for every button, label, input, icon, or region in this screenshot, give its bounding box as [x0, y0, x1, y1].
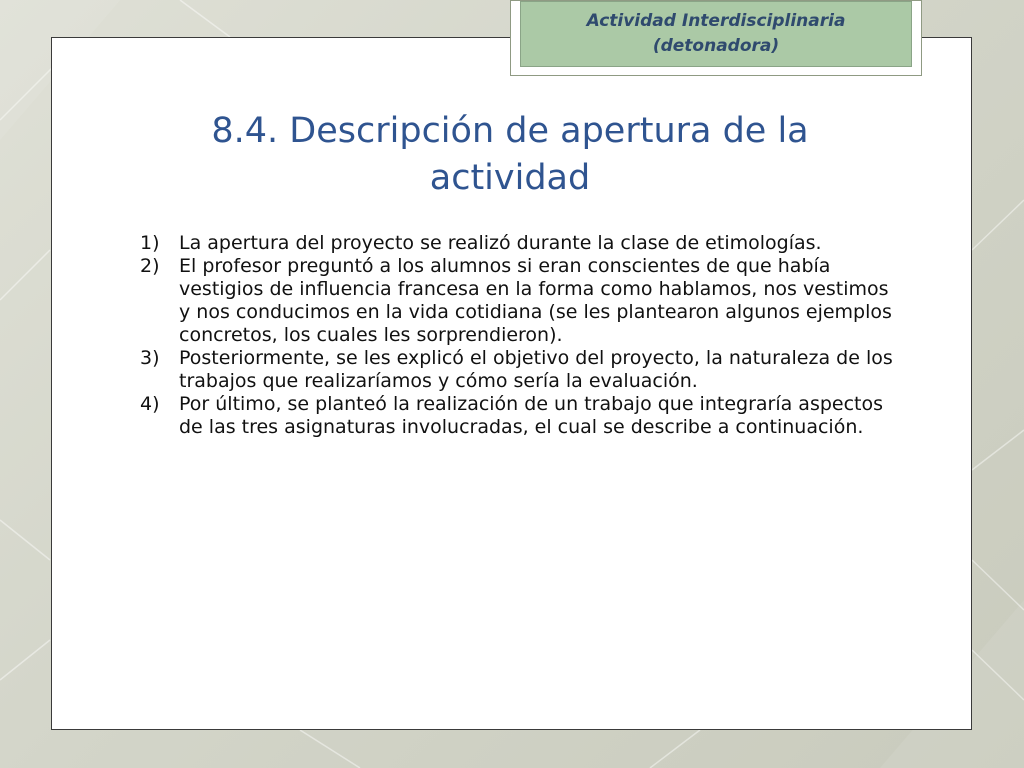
- list-item-text: La apertura del proyecto se realizó durante la clase de etimologías.: [179, 232, 822, 254]
- slide-title: [100, 108, 920, 202]
- numbered-list: [140, 232, 900, 439]
- activity-label-line1: Actividad Interdisciplinaria: [586, 11, 846, 31]
- list-item-number: 3): [140, 347, 160, 369]
- slide-title-line2: actividad: [429, 158, 591, 198]
- list-item-text: Posteriormente, se les explicó el objetivo del proyecto, la naturaleza de los trabajos que realizaríamos y cómo sería la evaluación.: [179, 347, 893, 392]
- list-item: [140, 255, 900, 347]
- activity-label-inner: [520, 1, 912, 67]
- list-item-text: El profesor preguntó a los alumnos si eran conscientes de que había vestigios de influencia francesa en la forma como hablamos, nos vestimos y nos conducimos en la vida cotidiana (se les plantearon algunos ejemplos concretos, los cuales les sorprendieron).: [179, 255, 892, 346]
- list-item: [140, 232, 900, 255]
- list-item-number: 1): [140, 232, 160, 254]
- list-item-number: 4): [140, 393, 160, 415]
- list-item: [140, 347, 900, 393]
- activity-label-line2: (detonadora): [652, 36, 780, 56]
- list-item-number: 2): [140, 255, 160, 277]
- slide-title-line1: 8.4. Descripción de apertura de la: [211, 111, 809, 151]
- list-item-text: Por último, se planteó la realización de un trabajo que integraría aspectos de las tres asignaturas involucradas, el cual se describe a continuación.: [179, 393, 884, 438]
- list-item: [140, 393, 900, 439]
- activity-label-box: [510, 0, 922, 76]
